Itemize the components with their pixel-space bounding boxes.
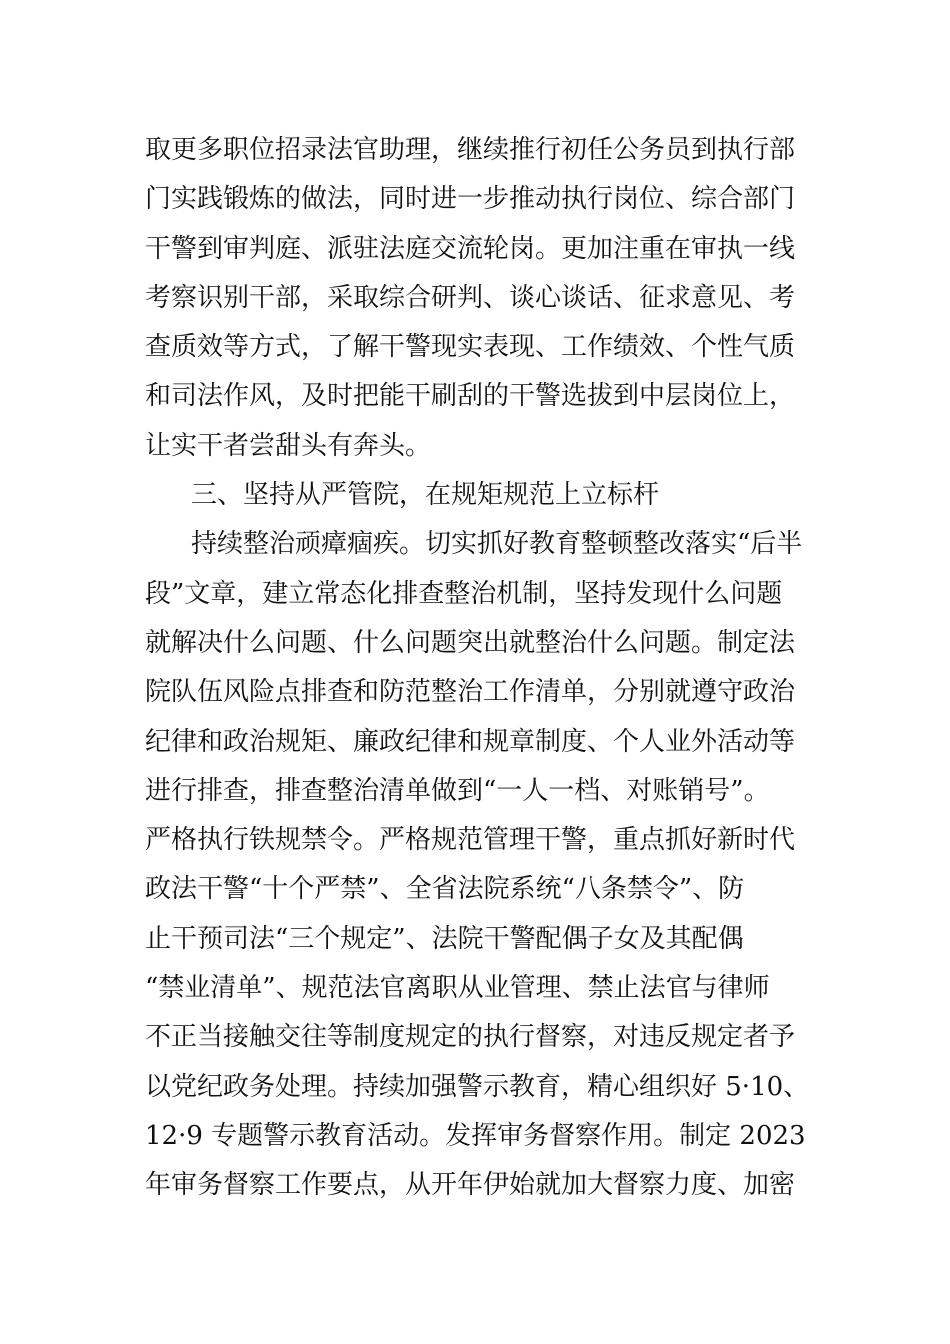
text-line: 干警到审判庭、派驻法庭交流轮岗。更加注重在审执一线	[145, 233, 796, 264]
text-line: 院队伍风险点排查和防范整治工作清单，分别就遵守政治	[145, 677, 796, 708]
text-line: 年审务督察工作要点，从开年伊始就加大督察力度、加密	[145, 1170, 796, 1201]
text-line: 和司法作风，及时把能干刷刮的干警选拔到中层岗位上，	[145, 381, 796, 412]
text-line: 不正当接触交往等制度规定的执行督察，对违反规定者予	[145, 1022, 796, 1053]
text-line: 让实干者尝甜头有奔头。	[145, 430, 432, 461]
text-line: 持续整治顽瘴痼疾。切实抓好教育整顿整改落实“后半	[191, 529, 803, 560]
text-line: 考察识别干部，采取综合研判、谈心谈话、征求意见、考	[145, 282, 796, 313]
text-line: “禁业清单”、规范法官离职从业管理、禁止法官与律师	[145, 973, 770, 1004]
body-text	[145, 126, 810, 1211]
section-heading: 三、坚持从严管院，在规矩规范上立标杆	[191, 480, 660, 511]
text-line: 政法干警“十个严禁”、全省法院系统“八条禁令”、防	[145, 874, 745, 905]
text-line: 止干预司法“三个规定”、法院干警配偶子女及其配偶	[145, 923, 744, 954]
text-line: 取更多职位招录法官助理，继续推行初任公务员到执行部	[145, 135, 796, 165]
text-line: 门实践锻炼的做法，同时进一步推动执行岗位、综合部门	[145, 184, 796, 215]
text-line: 就解决什么问题、什么问题突出就整治什么问题。制定法	[145, 627, 796, 658]
text-line: 以党纪政务处理。持续加强警示教育，精心组织好 5·10、	[145, 1071, 810, 1102]
text-line: 严格执行铁规禁令。严格规范管理干警，重点抓好新时代	[145, 825, 796, 856]
text-line: 12·9 专题警示教育活动。发挥审务督察作用。制定 2023	[145, 1120, 806, 1151]
text-line: 查质效等方式，了解干警现实表现、工作绩效、个性气质	[145, 332, 796, 363]
text-line: 进行排查，排查整治清单做到“一人一档、对账销号”。	[145, 775, 770, 806]
text-line: 纪律和政治规矩、廉政纪律和规章制度、个人业外活动等	[145, 726, 796, 757]
text-line: 段”文章，建立常态化排查整治机制，坚持发现什么问题	[145, 578, 783, 609]
